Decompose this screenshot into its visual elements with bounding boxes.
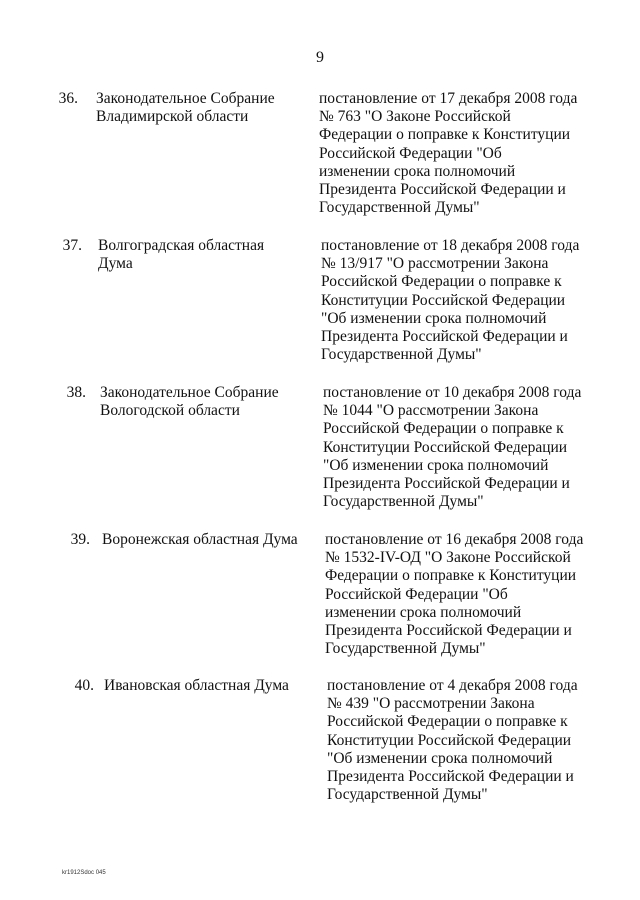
entry-number: 36.	[58, 90, 78, 107]
page-number: 9	[316, 49, 324, 66]
legislative-body	[102, 531, 298, 549]
decision-line: Российской Федерации "Об	[325, 585, 508, 603]
decision-line: Конституции Российской Федерации	[323, 438, 568, 456]
footer-code: kr1912Sdoc 045	[62, 870, 106, 876]
decision-line: Президента Российской Федерации и	[321, 328, 568, 346]
decision-line: Президента Российской Федерации и	[323, 475, 570, 493]
decision-line: постановление от 18 декабря 2008 года	[321, 237, 580, 254]
decision-line: Президента Российской Федерации и	[327, 768, 574, 786]
legislative-body	[98, 237, 278, 273]
decision-line: Федерации о поправке к Конституции	[319, 126, 571, 144]
entry-number: 37.	[62, 237, 82, 254]
decision-line: Государственной Думы"	[321, 346, 482, 364]
legislative-body	[104, 677, 289, 695]
decision-text	[323, 384, 593, 511]
legislative-body-line: Ивановская областная Дума	[104, 677, 289, 694]
legislative-body	[100, 384, 280, 420]
decision-line: Федерации о поправке к Конституции	[325, 567, 577, 585]
decision-line: постановление от 17 декабря 2008 года	[319, 90, 578, 107]
decision-line: Конституции Российской Федерации	[327, 731, 572, 749]
decision-line: № 1044 "О рассмотрении Закона	[323, 402, 539, 420]
entry-number: 40.	[74, 677, 94, 694]
decision-line: Государственной Думы"	[325, 640, 486, 658]
decision-line: Государственной Думы"	[323, 493, 484, 511]
legislative-body-line: Владимирской области	[96, 108, 249, 126]
decision-text	[327, 677, 597, 804]
decision-line: Государственной Думы"	[319, 199, 480, 217]
decision-line: Российской Федерации о поправке к	[321, 273, 562, 291]
decision-line: "Об изменении срока полномочий	[321, 309, 547, 327]
decision-line: Президента Российской Федерации и	[319, 181, 566, 199]
entry-number: 38.	[66, 384, 86, 401]
decision-line: постановление от 16 декабря 2008 года	[325, 531, 584, 548]
legislative-body	[96, 90, 276, 126]
legislative-body-line: Законодательное Собрание	[100, 384, 279, 401]
decision-line: № 1532-IV-ОД "О Законе Российской	[325, 549, 571, 567]
decision-line: изменении срока полномочий	[319, 162, 516, 180]
legislative-body-line: Воронежская областная Дума	[102, 531, 298, 548]
decision-text	[325, 531, 595, 658]
legislative-body-line: Дума	[98, 255, 133, 273]
legislative-body-line: Волгоградская областная	[98, 237, 265, 254]
decision-line: № 763 "О Законе Российской	[319, 108, 511, 126]
decision-line: изменении срока полномочий	[325, 603, 522, 621]
decision-line: Российской Федерации "Об	[319, 144, 502, 162]
decision-line: Президента Российской Федерации и	[325, 622, 572, 640]
decision-text	[321, 237, 591, 364]
decision-line: "Об изменении срока полномочий	[327, 749, 553, 767]
decision-line: Государственной Думы"	[327, 786, 488, 804]
legislative-body-line: Вологодской области	[100, 402, 240, 420]
decision-text	[319, 90, 589, 217]
decision-line: Российской Федерации о поправке к	[323, 420, 564, 438]
decision-line: постановление от 10 декабря 2008 года	[323, 384, 582, 401]
legislative-body-line: Законодательное Собрание	[96, 90, 275, 107]
entry-number: 39.	[70, 531, 90, 548]
decision-line: Российской Федерации о поправке к	[327, 713, 568, 731]
decision-line: Конституции Российской Федерации	[321, 291, 566, 309]
decision-line: "Об изменении срока полномочий	[323, 456, 549, 474]
decision-line: № 439 "О рассмотрении Закона	[327, 695, 535, 713]
decision-line: № 13/917 "О рассмотрении Закона	[321, 255, 549, 273]
decision-line: постановление от 4 декабря 2008 года	[327, 677, 578, 694]
